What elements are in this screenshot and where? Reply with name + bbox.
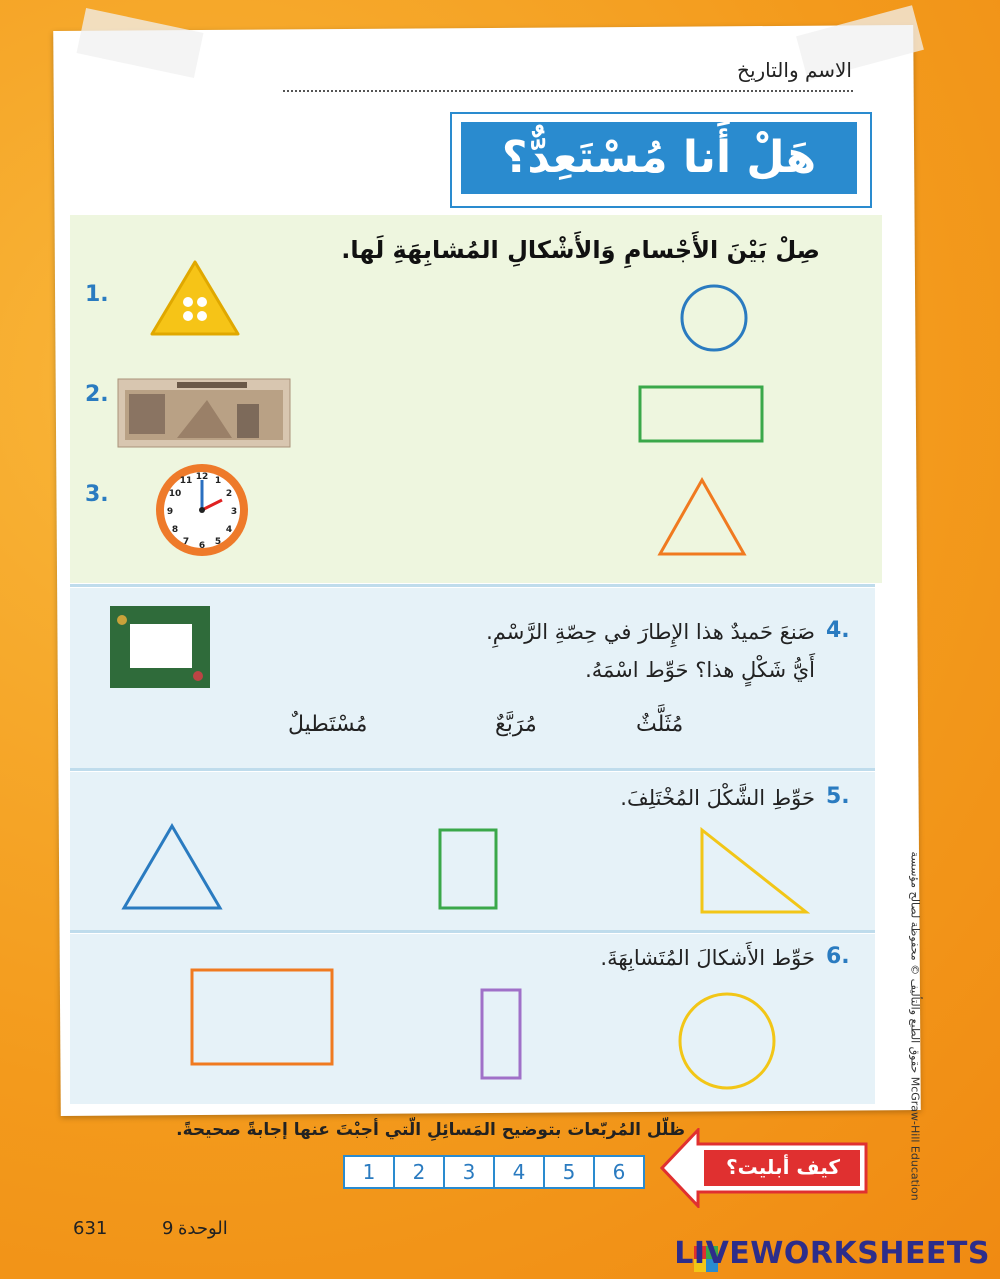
self-check-box[interactable]: 1 bbox=[362, 1160, 376, 1184]
svg-text:5: 5 bbox=[214, 537, 222, 547]
liveworksheets-logo: LIVEWORKSHEETS bbox=[674, 1236, 990, 1271]
page-number: 631 bbox=[73, 1218, 108, 1239]
q6-text: حَوِّط الأَشكالَ المُتَشابِهَةَ. bbox=[600, 946, 815, 970]
rectangle-icon[interactable] bbox=[438, 828, 498, 910]
svg-text:3: 3 bbox=[230, 507, 238, 517]
q4-line1: صَنعَ حَميدٌ هذا الإِطارَ في حِصّةِ الرَّسْمِ. bbox=[486, 620, 815, 644]
divider bbox=[70, 768, 875, 771]
self-check-box[interactable]: 3 bbox=[443, 1157, 493, 1187]
item-number: 3. bbox=[85, 482, 109, 507]
circle-icon[interactable] bbox=[678, 282, 750, 354]
triangle-icon[interactable] bbox=[656, 476, 748, 558]
how-did-i-do-label: كيف أبليت؟ bbox=[725, 1155, 841, 1179]
svg-text:10: 10 bbox=[168, 489, 182, 499]
page-title: هَلْ أَنا مُسْتَعِدٌّ؟ bbox=[461, 122, 857, 194]
rectangle-icon[interactable] bbox=[638, 385, 764, 443]
self-check-box[interactable]: 5 bbox=[543, 1157, 593, 1187]
svg-text:8: 8 bbox=[171, 525, 179, 535]
self-check-instruction: ظلّل المُربّعات بتوضيح المَسائِلِ الّتي أجبْتَ عنها إجابةً صحيحةً. bbox=[176, 1120, 685, 1140]
question-number: 4. bbox=[826, 618, 850, 643]
svg-text:6: 6 bbox=[198, 541, 206, 551]
svg-text:11: 11 bbox=[179, 476, 193, 486]
self-check-box[interactable]: 2 bbox=[393, 1157, 443, 1187]
copyright-note: حقوق الطبع والتأليف © محفوظة لصالح مؤسسة McGraw-Hill Education bbox=[908, 851, 922, 1201]
circle-icon[interactable] bbox=[676, 990, 778, 1092]
svg-text:9: 9 bbox=[166, 507, 174, 517]
matching-instruction: صِلْ بَيْنَ الأَجْسامِ وَالأَشْكالِ المُشابِهَةِ لَها. bbox=[341, 236, 820, 264]
self-check-boxes bbox=[343, 1155, 645, 1189]
svg-text:12: 12 bbox=[195, 472, 209, 482]
q4-line2: أَيُّ شَكْلٍ هذا؟ حَوِّط اسْمَهُ. bbox=[585, 658, 815, 682]
triangle-button-icon[interactable] bbox=[148, 258, 242, 338]
triangle-icon[interactable] bbox=[120, 822, 224, 912]
unit-label: الوحدة bbox=[178, 1218, 228, 1239]
divider bbox=[70, 930, 875, 933]
option-square[interactable]: مُرَبَّعٌ bbox=[495, 712, 537, 737]
name-date-label: الاسم والتاريخ bbox=[737, 58, 852, 82]
svg-text:1: 1 bbox=[214, 476, 222, 486]
right-triangle-icon[interactable] bbox=[698, 826, 810, 916]
clock-icon[interactable] bbox=[152, 462, 252, 558]
self-check-box[interactable]: 6 bbox=[593, 1157, 643, 1187]
svg-text:4: 4 bbox=[225, 525, 233, 535]
self-check-box[interactable]: 4 bbox=[493, 1157, 543, 1187]
option-rectangle[interactable]: مُسْتَطيلٌ bbox=[288, 712, 368, 737]
item-number: 1. bbox=[85, 282, 109, 307]
rectangle-icon[interactable] bbox=[190, 968, 334, 1066]
name-date-line[interactable] bbox=[283, 90, 853, 92]
q5-text: حَوِّطِ الشَّكْلَ المُخْتَلِفَ. bbox=[620, 786, 815, 810]
option-triangle[interactable]: مُثَلَّثٌ bbox=[636, 712, 684, 737]
question-number: 6. bbox=[826, 944, 850, 969]
item-number: 2. bbox=[85, 382, 109, 407]
question-number: 5. bbox=[826, 784, 850, 809]
svg-text:7: 7 bbox=[182, 537, 190, 547]
banknote-icon[interactable] bbox=[117, 378, 291, 448]
svg-text:2: 2 bbox=[225, 489, 233, 499]
rectangle-icon[interactable] bbox=[480, 988, 522, 1080]
divider bbox=[70, 584, 875, 587]
frame-icon bbox=[110, 606, 210, 688]
unit-number: 9 bbox=[162, 1218, 174, 1239]
